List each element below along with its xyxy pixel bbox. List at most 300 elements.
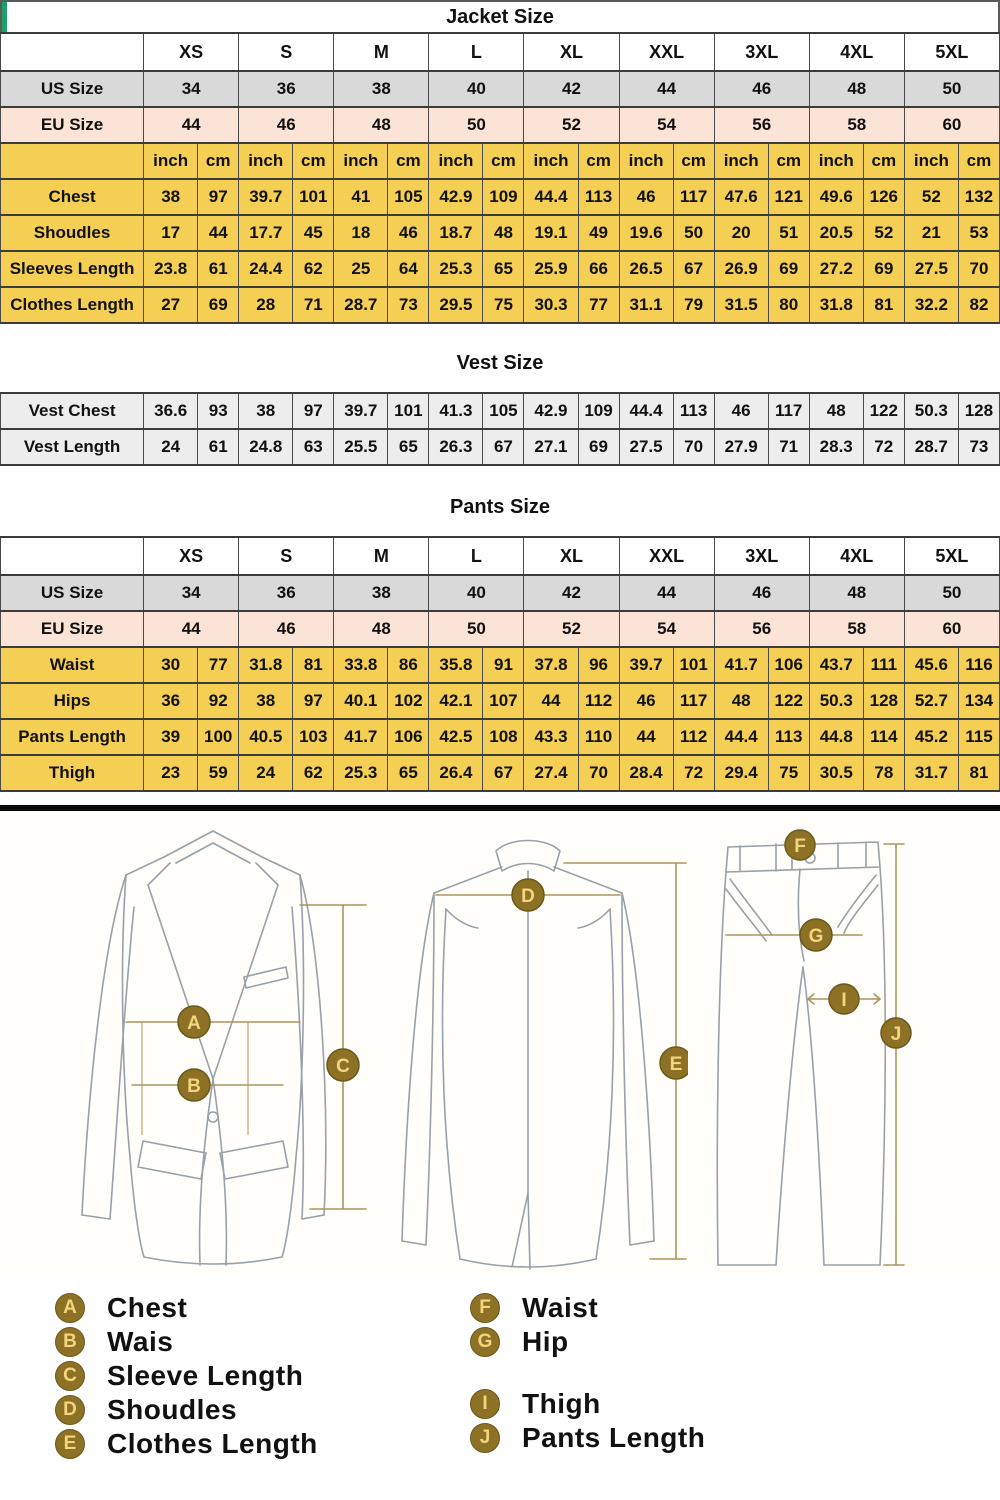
legend-key-badge: C xyxy=(55,1361,85,1391)
measure-value: 26.4 xyxy=(429,755,483,791)
jacket-front-diagram xyxy=(48,817,378,1272)
measure-value: 42.9 xyxy=(429,179,483,215)
measure-value: 44.8 xyxy=(809,719,863,755)
us-size-row xyxy=(1,575,1000,611)
legend-label: Chest xyxy=(107,1292,188,1323)
measure-value: 45.6 xyxy=(904,647,958,683)
measure-value: 108 xyxy=(483,719,524,755)
measure-row xyxy=(1,215,1000,251)
eu-size-row xyxy=(1,611,1000,647)
measure-value: 81 xyxy=(293,647,334,683)
measure-value: 36.6 xyxy=(144,393,198,429)
measure-value: 117 xyxy=(673,683,714,719)
unit-cell: inch xyxy=(239,143,293,179)
corner-cell xyxy=(1,537,144,575)
measure-value: 44.4 xyxy=(524,179,578,215)
measure-value: 81 xyxy=(863,287,904,323)
measure-value: 27.9 xyxy=(714,429,768,465)
measure-value: 101 xyxy=(673,647,714,683)
measure-row xyxy=(1,179,1000,215)
eu-size-cell: 58 xyxy=(809,107,904,143)
eu-size-cell: 50 xyxy=(429,611,524,647)
unit-cell: inch xyxy=(619,143,673,179)
measure-value: 46 xyxy=(619,179,673,215)
measure-value: 92 xyxy=(198,683,239,719)
measure-value: 29.5 xyxy=(429,287,483,323)
marker-E xyxy=(660,1047,688,1079)
us-size-cell: 44 xyxy=(619,71,714,107)
measure-value: 41.7 xyxy=(714,647,768,683)
measure-value: 122 xyxy=(768,683,809,719)
size-header-cell: XL xyxy=(524,33,619,71)
measure-value: 18.7 xyxy=(429,215,483,251)
measure-value: 70 xyxy=(958,251,999,287)
measure-value: 50 xyxy=(673,215,714,251)
measure-value: 43.7 xyxy=(809,647,863,683)
measure-row xyxy=(1,683,1000,719)
measure-value: 40.5 xyxy=(239,719,293,755)
measure-value: 42.5 xyxy=(429,719,483,755)
legend-item xyxy=(55,1359,415,1393)
measure-value: 113 xyxy=(768,719,809,755)
measure-value: 93 xyxy=(198,393,239,429)
measure-value: 116 xyxy=(958,647,999,683)
legend-key-badge: J xyxy=(470,1423,500,1453)
measure-value: 52.7 xyxy=(904,683,958,719)
measure-value: 91 xyxy=(483,647,524,683)
measure-value: 41.7 xyxy=(334,719,388,755)
measure-value: 43.3 xyxy=(524,719,578,755)
measure-row xyxy=(1,429,1000,465)
measure-value: 40.1 xyxy=(334,683,388,719)
measure-label: Vest Length xyxy=(1,429,144,465)
measure-value: 24.4 xyxy=(239,251,293,287)
measure-value: 42.9 xyxy=(524,393,578,429)
eu-size-cell: 52 xyxy=(524,611,619,647)
measure-value: 37.8 xyxy=(524,647,578,683)
measure-row xyxy=(1,251,1000,287)
measure-value: 105 xyxy=(388,179,429,215)
measure-value: 25.9 xyxy=(524,251,578,287)
pants-length-measure-line xyxy=(884,844,904,1265)
legend-key-badge: A xyxy=(55,1293,85,1323)
measure-row xyxy=(1,287,1000,323)
size-header-cell: XS xyxy=(144,33,239,71)
measure-value: 30.3 xyxy=(524,287,578,323)
size-header-cell: 5XL xyxy=(904,537,999,575)
measure-value: 112 xyxy=(578,683,619,719)
measure-value: 101 xyxy=(388,393,429,429)
legend-label: Clothes Length xyxy=(107,1428,318,1459)
jacket-size-table xyxy=(0,32,1000,324)
measure-value: 106 xyxy=(388,719,429,755)
marker-F xyxy=(785,830,815,860)
measure-value: 50.3 xyxy=(809,683,863,719)
marker-B xyxy=(178,1069,210,1101)
measure-value: 128 xyxy=(958,393,999,429)
unit-cell: inch xyxy=(904,143,958,179)
measure-value: 121 xyxy=(768,179,809,215)
measure-value: 134 xyxy=(958,683,999,719)
measure-value: 31.8 xyxy=(809,287,863,323)
legend-item xyxy=(55,1427,415,1461)
measure-value: 77 xyxy=(578,287,619,323)
measure-value: 69 xyxy=(578,429,619,465)
size-header-cell: XL xyxy=(524,537,619,575)
eu-size-cell: 48 xyxy=(334,107,429,143)
measure-value: 75 xyxy=(483,287,524,323)
measure-value: 62 xyxy=(293,251,334,287)
legend-item xyxy=(55,1291,415,1325)
vest-size-title: Vest Size xyxy=(0,348,1000,378)
size-header-cell: 5XL xyxy=(904,33,999,71)
measure-value: 65 xyxy=(388,429,429,465)
legend-label: Hip xyxy=(522,1326,569,1357)
measure-row xyxy=(1,755,1000,791)
measure-value: 67 xyxy=(483,755,524,791)
measure-value: 102 xyxy=(388,683,429,719)
measure-value: 66 xyxy=(578,251,619,287)
measure-value: 31.7 xyxy=(904,755,958,791)
us-size-row xyxy=(1,71,1000,107)
measure-value: 28.7 xyxy=(904,429,958,465)
measure-value: 113 xyxy=(673,393,714,429)
measure-value: 61 xyxy=(198,429,239,465)
measure-value: 80 xyxy=(768,287,809,323)
unit-cell: cm xyxy=(483,143,524,179)
measure-value: 75 xyxy=(768,755,809,791)
measure-value: 44 xyxy=(619,719,673,755)
legend-label: Thigh xyxy=(522,1388,601,1419)
measure-value: 69 xyxy=(863,251,904,287)
marker-I-letter: I xyxy=(841,990,847,1011)
measure-value: 38 xyxy=(239,683,293,719)
unit-corner-cell xyxy=(1,143,144,179)
eu-size-row xyxy=(1,107,1000,143)
legend-label: Sleeve Length xyxy=(107,1360,304,1391)
eu-size-cell: 44 xyxy=(144,107,239,143)
measure-value: 46 xyxy=(619,683,673,719)
legend-key-badge: D xyxy=(55,1395,85,1425)
measure-row xyxy=(1,393,1000,429)
measure-value: 71 xyxy=(293,287,334,323)
measure-value: 107 xyxy=(483,683,524,719)
legend-key-badge: G xyxy=(470,1327,500,1357)
measure-value: 39 xyxy=(144,719,198,755)
measure-value: 27.1 xyxy=(524,429,578,465)
legend-item xyxy=(55,1325,415,1359)
marker-D-letter: D xyxy=(521,886,535,907)
measure-value: 105 xyxy=(483,393,524,429)
measure-value: 17.7 xyxy=(239,215,293,251)
measure-value: 27.5 xyxy=(904,251,958,287)
measure-value: 61 xyxy=(198,251,239,287)
us-size-cell: 38 xyxy=(334,71,429,107)
measure-value: 86 xyxy=(388,647,429,683)
measure-value: 101 xyxy=(293,179,334,215)
eu-size-label: EU Size xyxy=(1,611,144,647)
measure-value: 63 xyxy=(293,429,334,465)
size-header-cell: S xyxy=(239,33,334,71)
measure-value: 48 xyxy=(714,683,768,719)
size-header-row xyxy=(1,537,1000,575)
unit-row xyxy=(1,143,1000,179)
legend-right-column xyxy=(470,1291,705,1461)
measure-value: 52 xyxy=(904,179,958,215)
measure-value: 19.6 xyxy=(619,215,673,251)
measure-value: 45 xyxy=(293,215,334,251)
legend-label: Wais xyxy=(107,1326,174,1357)
measure-value: 26.3 xyxy=(429,429,483,465)
measure-value: 65 xyxy=(483,251,524,287)
eu-size-cell: 58 xyxy=(809,611,904,647)
marker-J-letter: J xyxy=(890,1024,902,1045)
measure-value: 73 xyxy=(958,429,999,465)
measure-value: 100 xyxy=(198,719,239,755)
us-size-cell: 40 xyxy=(429,71,524,107)
measure-value: 31.1 xyxy=(619,287,673,323)
us-size-cell: 36 xyxy=(239,575,334,611)
measure-value: 39.7 xyxy=(619,647,673,683)
legend-item xyxy=(55,1393,415,1427)
measure-value: 65 xyxy=(388,755,429,791)
measure-value: 49 xyxy=(578,215,619,251)
measure-value: 48 xyxy=(483,215,524,251)
measure-value: 38 xyxy=(239,393,293,429)
measure-value: 31.5 xyxy=(714,287,768,323)
measure-value: 30 xyxy=(144,647,198,683)
measure-value: 31.8 xyxy=(239,647,293,683)
marker-G-letter: G xyxy=(808,926,824,947)
measure-value: 19.1 xyxy=(524,215,578,251)
measure-value: 30.5 xyxy=(809,755,863,791)
measure-value: 35.8 xyxy=(429,647,483,683)
unit-cell: cm xyxy=(388,143,429,179)
eu-size-cell: 54 xyxy=(619,611,714,647)
measure-value: 25 xyxy=(334,251,388,287)
unit-cell: cm xyxy=(198,143,239,179)
measure-value: 112 xyxy=(673,719,714,755)
jacket-size-title: Jacket Size xyxy=(0,0,1000,32)
measure-label: Shoudles xyxy=(1,215,144,251)
measure-value: 47.6 xyxy=(714,179,768,215)
size-header-row xyxy=(1,33,1000,71)
eu-size-cell: 46 xyxy=(239,611,334,647)
measure-value: 18 xyxy=(334,215,388,251)
measure-value: 32.2 xyxy=(904,287,958,323)
eu-size-cell: 48 xyxy=(334,611,429,647)
measure-value: 113 xyxy=(578,179,619,215)
eu-size-cell: 46 xyxy=(239,107,334,143)
measure-value: 110 xyxy=(578,719,619,755)
measure-value: 44 xyxy=(524,683,578,719)
measure-value: 82 xyxy=(958,287,999,323)
size-header-cell: L xyxy=(429,33,524,71)
measure-value: 25.3 xyxy=(429,251,483,287)
size-header-cell: S xyxy=(239,537,334,575)
measure-value: 50.3 xyxy=(904,393,958,429)
us-size-cell: 44 xyxy=(619,575,714,611)
us-size-cell: 40 xyxy=(429,575,524,611)
measure-value: 46 xyxy=(714,393,768,429)
legend-item xyxy=(470,1325,705,1359)
measure-value: 122 xyxy=(863,393,904,429)
pants-size-section xyxy=(0,492,1000,792)
unit-cell: cm xyxy=(768,143,809,179)
measure-value: 106 xyxy=(768,647,809,683)
measure-label: Sleeves Length xyxy=(1,251,144,287)
size-header-cell: 4XL xyxy=(809,33,904,71)
measure-value: 46 xyxy=(388,215,429,251)
measure-value: 45.2 xyxy=(904,719,958,755)
measure-label: Pants Length xyxy=(1,719,144,755)
measure-label: Chest xyxy=(1,179,144,215)
us-size-cell: 46 xyxy=(714,71,809,107)
unit-cell: inch xyxy=(714,143,768,179)
legend-key-badge: I xyxy=(470,1389,500,1419)
legend-label: Waist xyxy=(522,1292,599,1323)
marker-D xyxy=(512,879,544,911)
measure-value: 36 xyxy=(144,683,198,719)
marker-J xyxy=(881,1018,911,1048)
us-size-cell: 42 xyxy=(524,575,619,611)
measure-value: 28.7 xyxy=(334,287,388,323)
measure-label: Vest Chest xyxy=(1,393,144,429)
measure-value: 28.3 xyxy=(809,429,863,465)
marker-A-letter: A xyxy=(187,1013,201,1034)
pants-size-title: Pants Size xyxy=(0,492,1000,522)
eu-size-label: EU Size xyxy=(1,107,144,143)
measure-value: 41.3 xyxy=(429,393,483,429)
legend-left-column xyxy=(55,1291,415,1461)
measure-value: 103 xyxy=(293,719,334,755)
measure-value: 28 xyxy=(239,287,293,323)
measure-value: 20.5 xyxy=(809,215,863,251)
measure-value: 27.4 xyxy=(524,755,578,791)
size-header-cell: 3XL xyxy=(714,33,809,71)
measure-value: 26.5 xyxy=(619,251,673,287)
measure-value: 23.8 xyxy=(144,251,198,287)
eu-size-cell: 56 xyxy=(714,107,809,143)
us-size-cell: 48 xyxy=(809,575,904,611)
measure-value: 132 xyxy=(958,179,999,215)
corner-cell xyxy=(1,33,144,71)
pants-diagram xyxy=(688,817,998,1272)
measure-value: 51 xyxy=(768,215,809,251)
eu-size-cell: 50 xyxy=(429,107,524,143)
measure-value: 115 xyxy=(958,719,999,755)
measure-value: 69 xyxy=(198,287,239,323)
vest-size-section xyxy=(0,348,1000,466)
measure-value: 73 xyxy=(388,287,429,323)
legend-key-badge: B xyxy=(55,1327,85,1357)
measure-value: 44.4 xyxy=(714,719,768,755)
measure-value: 117 xyxy=(673,179,714,215)
legend-label: Pants Length xyxy=(522,1422,706,1453)
size-header-cell: XXL xyxy=(619,537,714,575)
legend-item xyxy=(470,1421,705,1455)
measure-value: 77 xyxy=(198,647,239,683)
marker-A xyxy=(178,1006,210,1038)
measure-value: 17 xyxy=(144,215,198,251)
size-header-cell: M xyxy=(334,537,429,575)
measure-value: 48 xyxy=(809,393,863,429)
unit-cell: inch xyxy=(144,143,198,179)
measure-value: 97 xyxy=(198,179,239,215)
measure-value: 128 xyxy=(863,683,904,719)
measure-value: 23 xyxy=(144,755,198,791)
us-size-label: US Size xyxy=(1,71,144,107)
unit-cell: inch xyxy=(429,143,483,179)
measure-value: 109 xyxy=(483,179,524,215)
vest-size-table xyxy=(0,392,1000,466)
measure-value: 39.7 xyxy=(334,393,388,429)
measure-value: 81 xyxy=(958,755,999,791)
measure-value: 24 xyxy=(144,429,198,465)
measure-value: 109 xyxy=(578,393,619,429)
us-size-cell: 46 xyxy=(714,575,809,611)
measure-label: Waist xyxy=(1,647,144,683)
measure-value: 62 xyxy=(293,755,334,791)
measure-row xyxy=(1,719,1000,755)
us-size-label: US Size xyxy=(1,575,144,611)
measure-value: 25.5 xyxy=(334,429,388,465)
measure-value: 21 xyxy=(904,215,958,251)
unit-cell: inch xyxy=(334,143,388,179)
measure-value: 126 xyxy=(863,179,904,215)
measure-value: 41 xyxy=(334,179,388,215)
measure-value: 24.8 xyxy=(239,429,293,465)
size-header-cell: 4XL xyxy=(809,537,904,575)
measure-value: 59 xyxy=(198,755,239,791)
size-header-cell: 3XL xyxy=(714,537,809,575)
jacket-front-outline xyxy=(82,831,326,1265)
measure-value: 72 xyxy=(863,429,904,465)
jacket-back-diagram xyxy=(378,817,688,1272)
marker-G xyxy=(800,919,832,951)
measure-value: 44 xyxy=(198,215,239,251)
eu-size-cell: 44 xyxy=(144,611,239,647)
measure-value: 25.3 xyxy=(334,755,388,791)
marker-C xyxy=(327,1049,359,1081)
measure-value: 70 xyxy=(673,429,714,465)
measure-value: 70 xyxy=(578,755,619,791)
measure-value: 27.2 xyxy=(809,251,863,287)
measure-value: 78 xyxy=(863,755,904,791)
us-size-cell: 50 xyxy=(904,71,999,107)
measure-value: 117 xyxy=(768,393,809,429)
measure-value: 71 xyxy=(768,429,809,465)
measure-label: Thigh xyxy=(1,755,144,791)
eu-size-cell: 52 xyxy=(524,107,619,143)
measure-value: 67 xyxy=(673,251,714,287)
measure-row xyxy=(1,647,1000,683)
measure-value: 114 xyxy=(863,719,904,755)
measure-value: 39.7 xyxy=(239,179,293,215)
measure-value: 64 xyxy=(388,251,429,287)
measurement-diagrams xyxy=(0,811,1000,1275)
unit-cell: inch xyxy=(524,143,578,179)
measure-value: 111 xyxy=(863,647,904,683)
measure-value: 96 xyxy=(578,647,619,683)
measure-value: 67 xyxy=(483,429,524,465)
measure-value: 79 xyxy=(673,287,714,323)
unit-cell: cm xyxy=(958,143,999,179)
unit-cell: cm xyxy=(578,143,619,179)
eu-size-cell: 54 xyxy=(619,107,714,143)
unit-cell: inch xyxy=(809,143,863,179)
unit-cell: cm xyxy=(293,143,334,179)
